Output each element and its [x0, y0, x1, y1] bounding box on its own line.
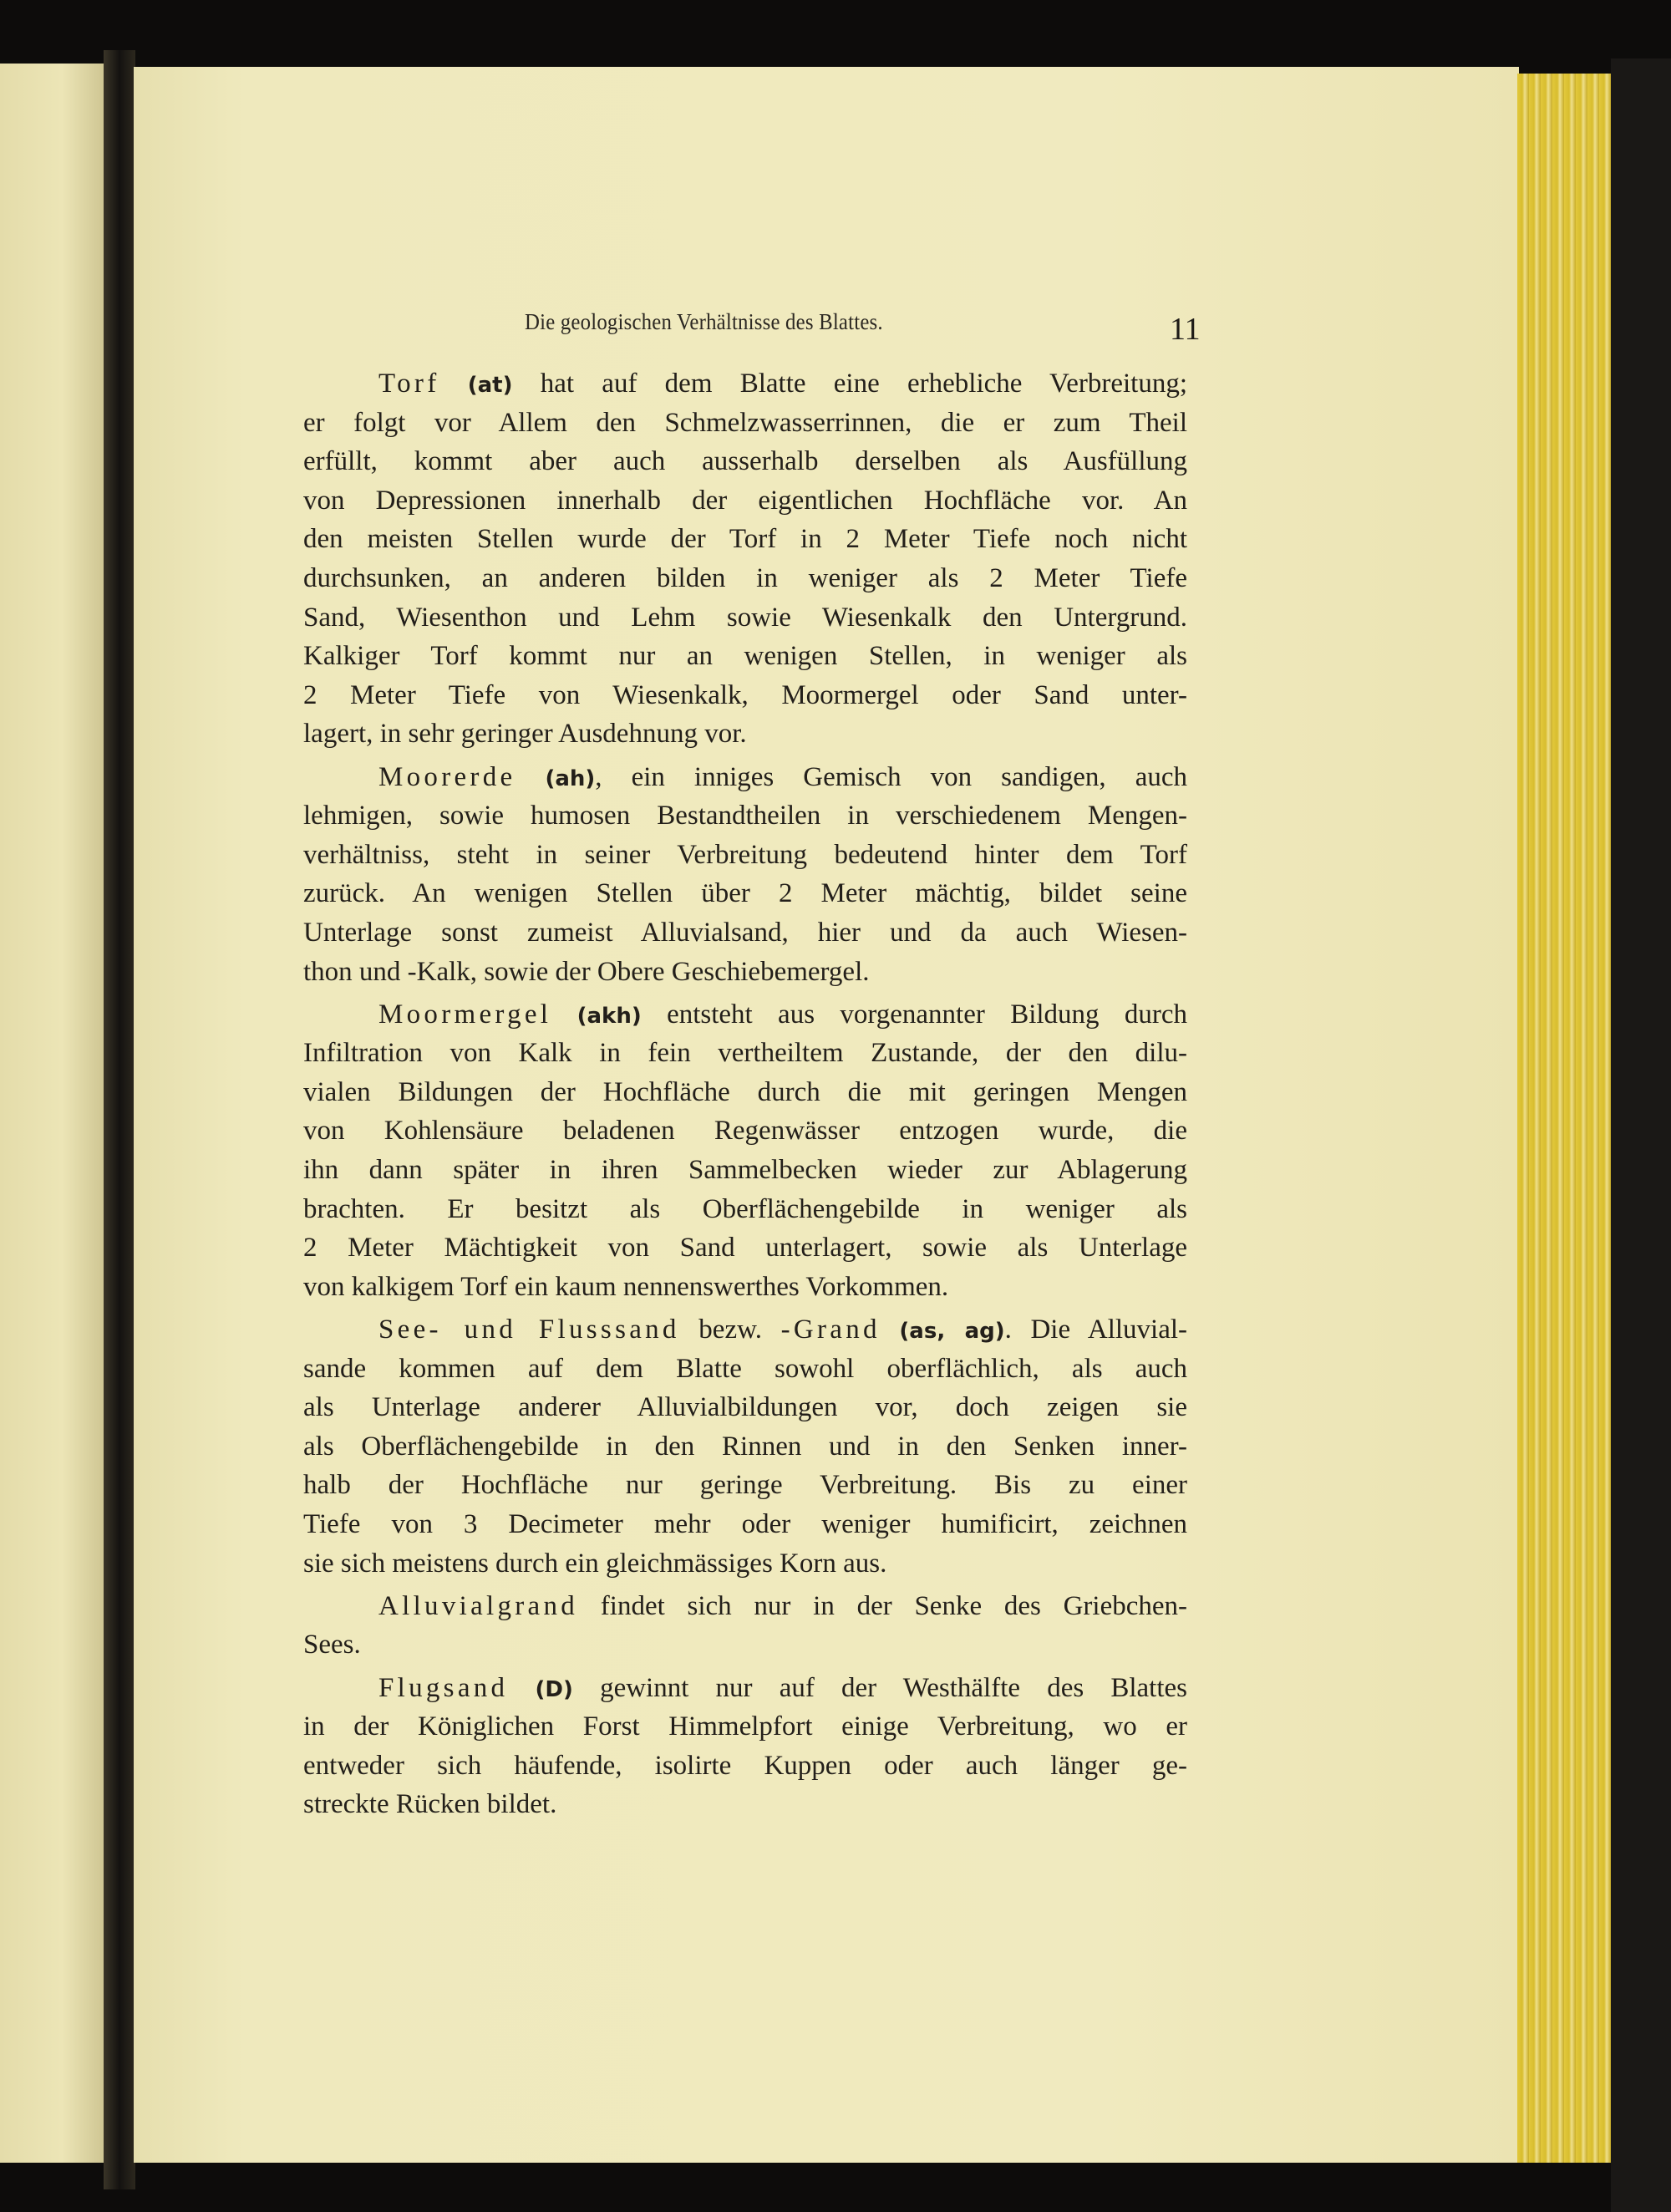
text-line: er folgt vor Allem den Schmelzwasserrinnen, die er zum Theil	[303, 407, 1187, 438]
text-line: Unterlage sonst zumeist Alluvialsand, hier und da auch Wiesen-	[303, 917, 1187, 948]
term-name: Flugsand	[378, 1672, 509, 1703]
map-symbol: (akh)	[576, 1003, 642, 1029]
text-line: als Unterlage anderer Alluvialbildungen vor, doch zeigen sie	[303, 1392, 1187, 1423]
text-line: von Depressionen innerhalb der eigentlichen Hochfläche vor. An	[303, 485, 1187, 516]
map-symbol: (D)	[535, 1676, 573, 1702]
text-line: zurück. An wenigen Stellen über 2 Meter mächtig, bildet seine	[303, 878, 1187, 909]
text-line: von Kohlensäure beladenen Regenwässer entzogen wurde, die	[303, 1116, 1187, 1147]
term-name: Moormergel	[378, 999, 552, 1030]
text-line	[303, 1587, 1187, 1626]
book-gutter	[104, 50, 135, 2189]
page-number: 11	[1170, 312, 1201, 347]
term-name: Moorerde	[378, 761, 516, 792]
text-line	[303, 364, 1187, 404]
term-name: See- und Flusssand	[378, 1314, 680, 1345]
map-symbol: (as, ag)	[899, 1319, 1005, 1345]
text-line: in der Königlichen Forst Himmelpfort einige Verbreitung, wo er	[303, 1711, 1187, 1742]
text-line: sande kommen auf dem Blatte sowohl oberflächlich, als auch	[303, 1353, 1187, 1384]
paragraph	[303, 1669, 1187, 1824]
running-title: Die geologischen Verhältnisse des Blattes.	[525, 309, 883, 334]
text-segment	[881, 1314, 900, 1345]
paragraph	[303, 1310, 1187, 1583]
text-line: Sand, Wiesenthon und Lehm sowie Wiesenkalk den Untergrund.	[303, 602, 1187, 633]
text-line: vialen Bildungen der Hochfläche durch die mit geringen Mengen	[303, 1076, 1187, 1107]
text-line	[303, 1669, 1187, 1708]
term-name: Alluvialgrand	[378, 1590, 579, 1621]
text-line: lehmigen, sowie humosen Bestandtheilen in verschiedenem Mengen-	[303, 801, 1187, 831]
term-name: -Grand	[780, 1314, 881, 1345]
text-line: erfüllt, kommt aber auch ausserhalb derselben als Ausfüllung	[303, 446, 1187, 477]
text-segment: . Die Alluvial-	[1004, 1314, 1188, 1345]
text-segment	[551, 999, 576, 1030]
text-line: Sees.	[303, 1630, 361, 1660]
text-line: sie sich meistens durch ein gleichmässiges Korn aus.	[303, 1548, 887, 1579]
text-segment: entsteht aus vorgenannter Bildung durch	[641, 999, 1188, 1030]
map-symbol: (at)	[467, 373, 513, 398]
page-edges	[1517, 74, 1611, 2163]
text-segment	[440, 369, 468, 399]
paragraph	[303, 364, 1187, 754]
text-line: entweder sich häufende, isolirte Kuppen oder auch länger ge-	[303, 1750, 1187, 1781]
text-segment: bezw.	[679, 1314, 781, 1345]
map-symbol: (ah)	[545, 765, 596, 791]
text-line: thon und -Kalk, sowie der Obere Geschiebemergel.	[303, 956, 870, 987]
text-line: streckte Rücken bildet.	[303, 1789, 557, 1820]
term-name: Torf	[378, 369, 440, 399]
paragraph	[303, 995, 1187, 1307]
text-line: ihn dann später in ihren Sammelbecken wieder zur Ablagerung	[303, 1155, 1187, 1186]
body-text	[303, 364, 1187, 1828]
text-line: halb der Hochfläche nur geringe Verbreitung. Bis zu einer	[303, 1470, 1187, 1501]
text-line: von kalkigem Torf ein kaum nennenswerthes Vorkommen.	[303, 1271, 949, 1302]
text-segment	[516, 762, 545, 792]
text-segment: hat auf dem Blatte eine erhebliche Verbreitung;	[512, 369, 1188, 399]
text-segment: gewinnt nur auf der Westhälfte des Blattes	[572, 1672, 1188, 1703]
text-line: brachten. Er besitzt als Oberflächengebilde in weniger als	[303, 1193, 1187, 1224]
text-segment: findet sich nur in der Senke des Griebchen-	[578, 1590, 1187, 1621]
paragraph	[303, 758, 1187, 992]
text-line: durchsunken, an anderen bilden in weniger als 2 Meter Tiefe	[303, 562, 1187, 593]
book-cover-edge	[1611, 58, 1671, 2212]
text-line: als Oberflächengebilde in den Rinnen und in den Senken inner-	[303, 1431, 1187, 1462]
text-line: verhältniss, steht in seiner Verbreitung bedeutend hinter dem Torf	[303, 839, 1187, 870]
paragraph	[303, 1587, 1187, 1665]
text-line	[303, 1310, 1187, 1350]
text-line	[303, 995, 1187, 1035]
text-line	[303, 758, 1187, 797]
text-line: lagert, in sehr geringer Ausdehnung vor.	[303, 719, 747, 750]
text-line: 2 Meter Mächtigkeit von Sand unterlagert, sowie als Unterlage	[303, 1233, 1187, 1264]
left-page-edge	[0, 64, 104, 2163]
text-line: Infiltration von Kalk in fein vertheiltem Zustande, der den dilu-	[303, 1038, 1187, 1069]
text-line: Tiefe von 3 Decimeter mehr oder weniger humificirt, zeichnen	[303, 1509, 1187, 1539]
text-segment: , ein inniges Gemisch von sandigen, auch	[595, 761, 1188, 792]
text-line: 2 Meter Tiefe von Wiesenkalk, Moormergel oder Sand unter-	[303, 679, 1187, 710]
text-line: Kalkiger Torf kommt nur an wenigen Stellen, in weniger als	[303, 641, 1187, 672]
text-line: den meisten Stellen wurde der Torf in 2 Meter Tiefe noch nicht	[303, 524, 1187, 555]
text-segment	[508, 1673, 535, 1703]
